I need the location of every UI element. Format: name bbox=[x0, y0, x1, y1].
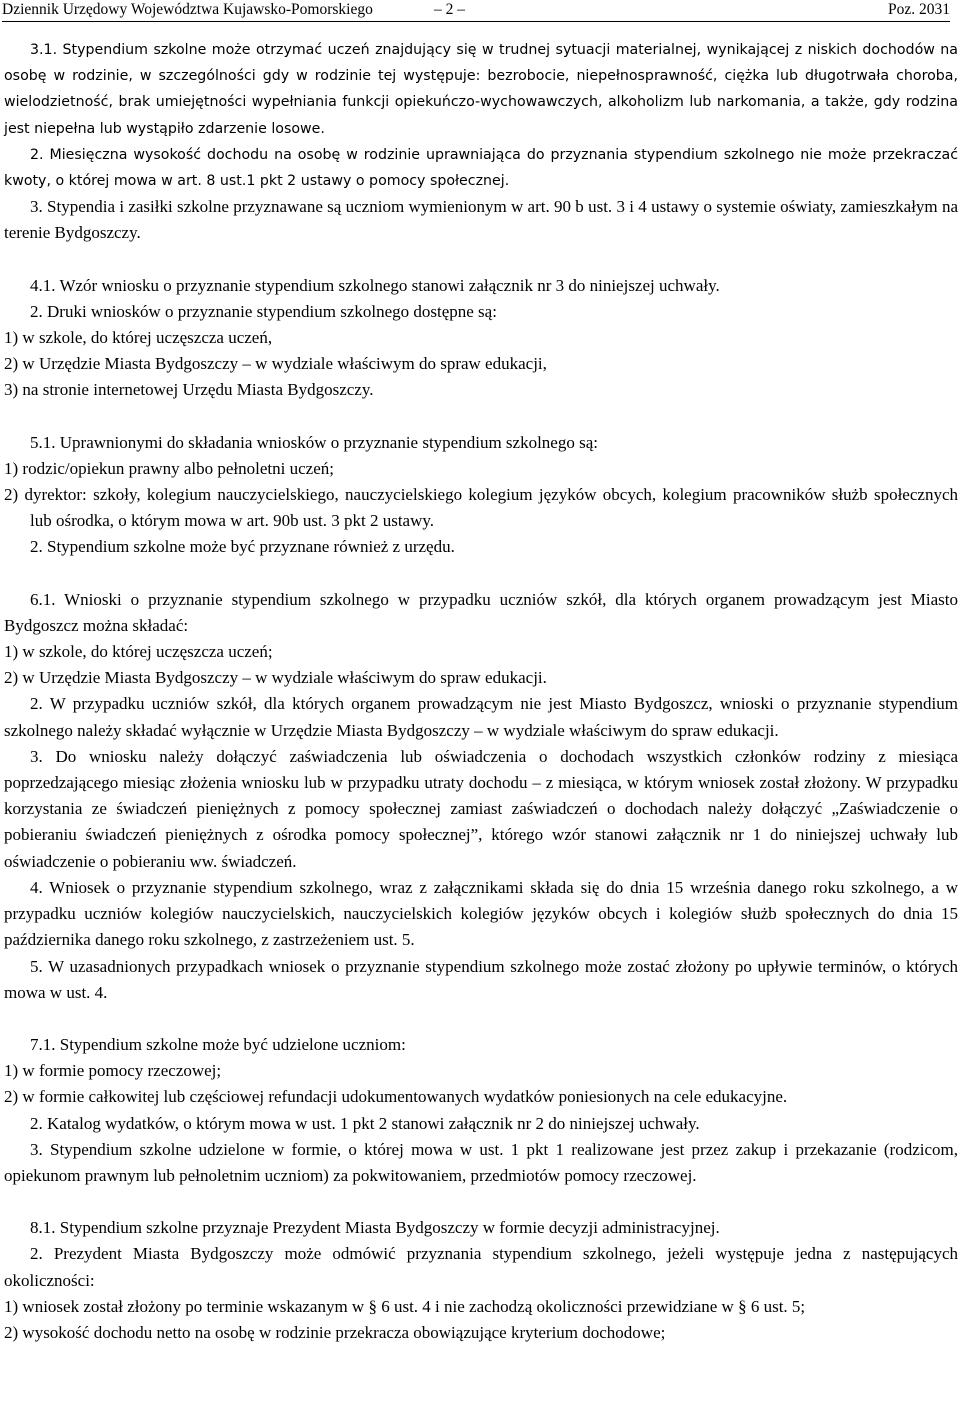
section-4-list-item: 1) w szkole, do której uczęszcza uczeń, bbox=[4, 328, 273, 348]
section-5-paragraph-1: 5.1. Uprawnionymi do składania wniosków o przyznanie stypendium szkolnego są: bbox=[30, 432, 598, 452]
section-7-list-item: 1) w formie pomocy rzeczowej; bbox=[4, 1061, 222, 1081]
section-4-list-item: 2) w Urzędzie Miasta Bydgoszczy – w wydziale właściwym do spraw edukacji, bbox=[4, 354, 547, 374]
section-6-paragraph-4: 4. Wniosek o przyznanie stypendium szkolnego, wraz z załącznikami składa się do dnia 15 września danego roku szkolnego, a w przypadku uczniów kolegiów nauczycielskich, nauczycielskich kolegiów języków obcych i kolegiów służb społecznych do dnia 15 października danego roku szkolnego, z zastrzeżeniem ust. 5. bbox=[4, 877, 958, 950]
section-5-paragraph-2: 2. Stypendium szkolne może być przyznane również z urzędu. bbox=[30, 537, 455, 557]
section-4-list-item: 3) na stronie internetowej Urzędu Miasta Bydgoszczy. bbox=[4, 380, 374, 400]
spacer bbox=[4, 1189, 958, 1215]
section-4-paragraph-2: 2. Druki wniosków o przyznanie stypendium szkolnego dostępne są: bbox=[30, 301, 497, 321]
section-8-list-item: 1) wniosek został złożony po terminie wskazanym w § 6 ust. 4 i nie zachodzą okoliczności przewidziane w § 6 ust. 5; bbox=[4, 1296, 806, 1316]
section-6-paragraph-2: 2. W przypadku uczniów szkół, dla których organem prowadzącym nie jest Miasto Bydgoszcz, wnioski o przyznanie stypendium szkolnego należy składać wyłącznie w Urzędzie Miasta Bydgoszczy – w wydziale właściwym do spraw edukacji. bbox=[4, 694, 958, 740]
section-5-list-item: 1) rodzic/opiekun prawny albo pełnoletni uczeń; bbox=[4, 458, 334, 478]
section-3-paragraph-3: 3. Stypendia i zasiłki szkolne przyznawane są uczniom wymienionym w art. 90 b ust. 3 i 4 ustawy o systemie oświaty, zamieszkałym na terenie Bydgoszczy. bbox=[4, 197, 958, 243]
section-6-list-item: 2) w Urzędzie Miasta Bydgoszczy – w wydziale właściwym do spraw edukacji. bbox=[4, 668, 547, 688]
section-8-list-item: 2) wysokość dochodu netto na osobę w rodzinie przekracza obowiązujące kryterium dochodowe; bbox=[4, 1322, 666, 1342]
section-8-paragraph-1: 8.1. Stypendium szkolne przyznaje Prezydent Miasta Bydgoszczy w formie decyzji administracyjnej. bbox=[30, 1218, 720, 1238]
section-3-paragraph-2: 2. Miesięczna wysokość dochodu na osobę w rodzinie uprawniająca do przyznania stypendium szkolnego nie może przekraczać kwoty, o której mowa w art. 8 ust.1 pkt 2 ustawy o pomocy społecznej. bbox=[4, 146, 958, 190]
journal-title: Dziennik Urzędowy Województwa Kujawsko-Pomorskiego bbox=[2, 1, 373, 18]
section-3-paragraph-1: 3.1. Stypendium szkolne może otrzymać uczeń znajdujący się w trudnej sytuacji materialnej, wynikającej z niskich dochodów na osobę w rodzinie, w szczególności gdy w rodzinie tej występuje: bezrobocie, niepełnosprawność, ciężka lub długotrwała choroba, wielodzietność, brak umiejętności wypełniania funkcji opiekuńczo-wychowawczych, alkoholizm lub narkomania, a także, gdy rodzina jest niepełna lub wystąpiło zdarzenie losowe. bbox=[4, 42, 958, 137]
section-4-paragraph-1: 4.1. Wzór wniosku o przyznanie stypendium szkolnego stanowi załącznik nr 3 do niniejszej uchwały. bbox=[30, 275, 720, 295]
spacer bbox=[4, 561, 958, 587]
spacer bbox=[4, 247, 958, 273]
section-6-paragraph-3: 3. Do wniosku należy dołączyć zaświadczenia lub oświadczenia o dochodach wszystkich członków rodziny z miesiąca poprzedzającego miesiąc złożenia wniosku lub w przypadku utraty dochodu – z miesiąca, w którym wniosek został złożony. W przypadku korzystania ze świadczeń pieniężnych z pomocy społecznej zamiast zaświadczeń o dochodach należy dołączyć „Zaświadczenie o pobieraniu świadczeń pieniężnych z ośrodka pomocy społecznej”, którego wzór stanowi załącznik nr 1 do niniejszej uchwały lub oświadczenie o pobieraniu ww. świadczeń. bbox=[4, 746, 958, 871]
section-7-paragraph-2: 2. Katalog wydatków, o którym mowa w ust. 1 pkt 2 stanowi załącznik nr 2 do niniejszej uchwały. bbox=[30, 1113, 700, 1133]
section-7-paragraph-1: 7.1. Stypendium szkolne może być udzielone uczniom: bbox=[30, 1034, 406, 1054]
section-7-paragraph-3: 3. Stypendium szkolne udzielone w formie, o której mowa w ust. 1 pkt 1 realizowane jest przez zakup i przekazanie (rodzicom, opiekunom prawnym lub pełnoletnim uczniom) za pokwitowaniem, przedmiotów pomocy rzeczowej. bbox=[4, 1139, 958, 1185]
spacer bbox=[4, 1006, 958, 1032]
spacer bbox=[4, 404, 958, 430]
section-7-list-item: 2) w formie całkowitej lub częściowej refundacji udokumentowanych wydatków poniesionych na cele edukacyjne. bbox=[4, 1087, 788, 1107]
section-6-paragraph-5: 5. W uzasadnionych przypadkach wniosek o przyznanie stypendium szkolnego może zostać złożony po upływie terminów, o których mowa w ust. 4. bbox=[4, 956, 958, 1002]
section-5-list-item: 2) dyrektor: szkoły, kolegium nauczycielskiego, nauczycielskiego kolegium języków obcych, kolegium pracowników służb społecznych lub ośrodka, o którym mowa w art. 90b ust. 3 pkt 2 ustawy. bbox=[4, 485, 958, 531]
page-number: – 2 – bbox=[434, 1, 465, 18]
document-body bbox=[4, 37, 958, 1346]
position-number: Poz. 2031 bbox=[888, 1, 950, 18]
section-8-paragraph-2: 2. Prezydent Miasta Bydgoszczy może odmówić przyznania stypendium szkolnego, jeżeli występuje jedna z następujących okoliczności: bbox=[4, 1244, 958, 1290]
page-header bbox=[2, 0, 950, 22]
section-6-paragraph-1: 6.1. Wnioski o przyznanie stypendium szkolnego w przypadku uczniów szkół, dla których organem prowadzącym jest Miasto Bydgoszcz można składać: bbox=[4, 589, 958, 635]
section-6-list-item: 1) w szkole, do której uczęszcza uczeń; bbox=[4, 642, 273, 662]
